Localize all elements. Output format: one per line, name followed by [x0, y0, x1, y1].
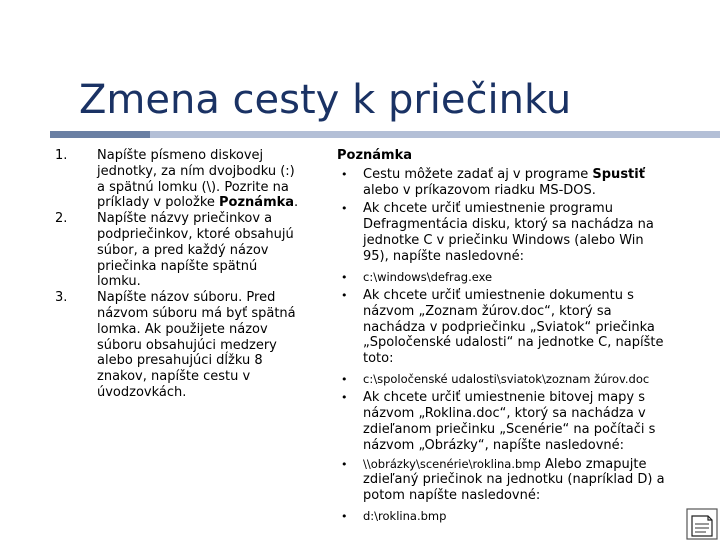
bullet-dot-icon: • — [341, 167, 348, 181]
note-heading: Poznámka — [337, 148, 413, 163]
note-bullet — [337, 288, 667, 367]
note-path: d:\roklina.bmp — [363, 508, 447, 523]
note-text: Cestu môžete zadať aj v programe — [363, 166, 593, 182]
step-item — [55, 211, 300, 290]
slide-title: Zmena cesty k priečinku — [79, 77, 572, 123]
note-bullet — [337, 457, 667, 504]
steps-list — [55, 148, 300, 401]
step-text: Napíšte názov súboru. Pred názvom súboru má byť spätná lomka. Ak použijete názov súboru obsahujúci medzery alebo presahujúci dĺžku 8 znakov, napíšte cestu v úvodzovkách. — [97, 290, 296, 400]
note-bullets — [337, 167, 667, 525]
note-bullet-path — [337, 509, 667, 524]
note-bullet-path — [337, 372, 667, 387]
step-text-end: . — [294, 195, 299, 211]
step-item — [55, 290, 300, 401]
step-text: Napíšte písmeno diskovej jednotky, za ním dvojbodku (:) a spätnú lomku (\). Pozrite na príklady v položke — [97, 148, 295, 211]
note-path: c:\spoločenské udalosti\sviatok\zoznam žúrov.doc — [363, 371, 650, 386]
step-item — [55, 148, 300, 211]
title-underline-light — [150, 131, 720, 138]
bullet-dot-icon: • — [341, 509, 348, 523]
note-bullet — [337, 390, 667, 453]
note-bullet-path — [337, 270, 667, 285]
step-bold-reference: Poznámka — [219, 195, 295, 211]
bullet-dot-icon: • — [341, 372, 348, 386]
note-bullet — [337, 167, 667, 199]
step-number: 2. — [55, 211, 68, 227]
step-number: 1. — [55, 148, 68, 163]
note-text: Ak chcete určiť umiestnenie bitovej mapy s názvom „Roklina.doc“, ktorý sa nachádza v zdieľanom priečinku „Scenérie“ na počítači s názvom „Obrázky“, napíšte nasledovné: — [363, 390, 656, 453]
step-text: Napíšte názvy priečinkov a podpriečinkov, ktoré obsahujú súbor, a pred každý názov priečinka napíšte spätnú lomku. — [97, 211, 294, 290]
note-text: Alebo zmapujte zdieľaný priečinok na jednotku (napríklad D) a potom napíšte nasledovné: — [363, 456, 665, 504]
corner-page-icon[interactable] — [686, 508, 718, 540]
note-path: c:\windows\defrag.exe — [363, 269, 493, 284]
title-underline-dark — [50, 131, 150, 138]
note-text: Ak chcete určiť umiestnenie dokumentu s názvom „Zoznam žúrov.doc“, ktorý sa nachádza v podpriečinku „Sviatok“ priečinka „Spoločenské udalosti“ na jednotke C, napíšte toto: — [363, 287, 664, 367]
note-path: \\obrázky\scenérie\roklina.bmp — [363, 456, 541, 471]
note-text-end: alebo v príkazovom riadku MS-DOS. — [363, 182, 596, 198]
step-number: 3. — [55, 290, 68, 306]
bullet-dot-icon: • — [341, 391, 348, 405]
note-bullet — [337, 201, 667, 264]
note-text: Ak chcete určiť umiestnenie programu Defragmentácia disku, ktorý sa nachádza na jednotke C v priečinku Windows (alebo Win 95), napíšte nasledovné: — [363, 201, 654, 264]
note-section — [337, 148, 667, 524]
bullet-dot-icon: • — [341, 270, 348, 284]
bullet-dot-icon: • — [341, 202, 348, 216]
note-bold-reference: Spustiť — [592, 166, 645, 182]
bullet-dot-icon: • — [341, 457, 348, 471]
bullet-dot-icon: • — [341, 288, 348, 302]
